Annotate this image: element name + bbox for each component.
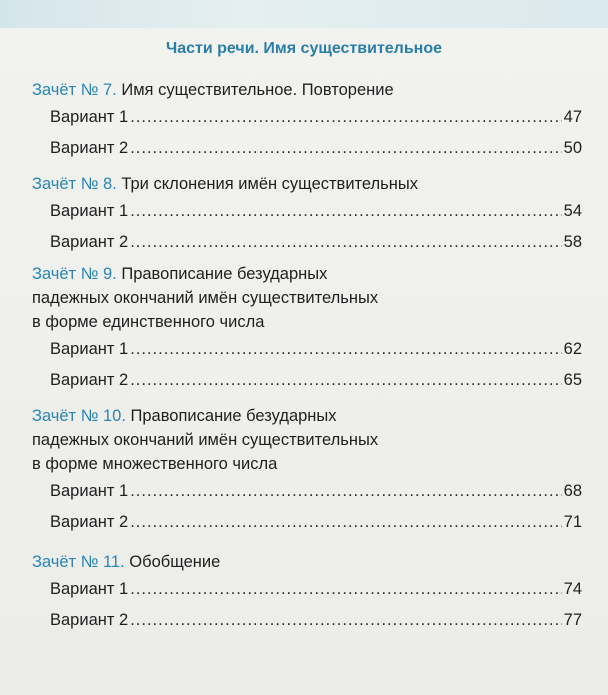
section-title: [32, 550, 582, 574]
variant-label: Вариант 2: [50, 233, 129, 251]
dot-leader: [130, 365, 561, 396]
page-number: 54: [563, 202, 582, 220]
dot-leader: [130, 227, 561, 258]
section-title-line: Правописание безударных: [130, 407, 337, 425]
section-title-line: падежных окончаний имён существительных: [32, 289, 379, 307]
variant-label: Вариант 2: [50, 513, 129, 531]
page-number: 65: [563, 371, 582, 389]
toc-entry[interactable]: [50, 196, 582, 227]
page-number: 77: [563, 611, 582, 629]
toc-entry[interactable]: [50, 476, 582, 507]
toc-section-9: [32, 262, 582, 396]
toc-entry[interactable]: [50, 227, 582, 258]
section-number: Зачёт № 11.: [32, 553, 125, 571]
toc-entry[interactable]: [50, 574, 582, 605]
section-title: [32, 404, 582, 428]
dot-leader: [130, 102, 561, 133]
dot-leader: [130, 334, 561, 365]
section-title: [32, 262, 582, 286]
toc-section-11: [32, 550, 582, 636]
variant-label: Вариант 2: [50, 139, 129, 157]
decorative-band: [0, 0, 608, 28]
section-number: Зачёт № 8.: [32, 175, 117, 193]
variant-label: Вариант 2: [50, 371, 129, 389]
dot-leader: [130, 133, 561, 164]
toc-entry[interactable]: [50, 334, 582, 365]
toc-entry[interactable]: [50, 365, 582, 396]
page-number: 62: [563, 340, 582, 358]
dot-leader: [130, 507, 561, 538]
toc-section-8: [32, 172, 582, 258]
variant-label: Вариант 1: [50, 108, 129, 126]
variant-label: Вариант 1: [50, 340, 129, 358]
page-number: 50: [563, 139, 582, 157]
section-title-line: Имя существительное. Повторение: [121, 81, 394, 99]
dot-leader: [130, 605, 561, 636]
section-number: Зачёт № 9.: [32, 265, 117, 283]
variant-label: Вариант 1: [50, 202, 129, 220]
toc-section-7: [32, 78, 582, 164]
toc-section-10: [32, 404, 582, 538]
variant-label: Вариант 2: [50, 611, 129, 629]
section-number: Зачёт № 7.: [32, 81, 117, 99]
section-title-line: Правописание безударных: [121, 265, 328, 283]
page-number: 58: [563, 233, 582, 251]
section-title-line: в форме множественного числа: [32, 455, 278, 473]
section-title-line: в форме единственного числа: [32, 313, 265, 331]
variant-label: Вариант 1: [50, 482, 129, 500]
page-heading: Части речи. Имя существительное: [165, 40, 443, 57]
section-number: Зачёт № 10.: [32, 407, 126, 425]
dot-leader: [130, 476, 561, 507]
dot-leader: [130, 196, 561, 227]
page-number: 68: [563, 482, 582, 500]
section-title-line: падежных окончаний имён существительных: [32, 431, 379, 449]
page-number: 47: [563, 108, 582, 126]
section-title: [32, 172, 582, 196]
page-number: 74: [563, 580, 582, 598]
toc-entry[interactable]: [50, 102, 582, 133]
toc-entry[interactable]: [50, 133, 582, 164]
variant-label: Вариант 1: [50, 580, 129, 598]
dot-leader: [130, 574, 561, 605]
toc-entry[interactable]: [50, 507, 582, 538]
section-title-line: Обобщение: [129, 553, 221, 571]
toc-entry[interactable]: [50, 605, 582, 636]
section-title-line: Три склонения имён существительных: [121, 175, 418, 193]
section-title: [32, 78, 582, 102]
page-number: 71: [563, 513, 582, 531]
